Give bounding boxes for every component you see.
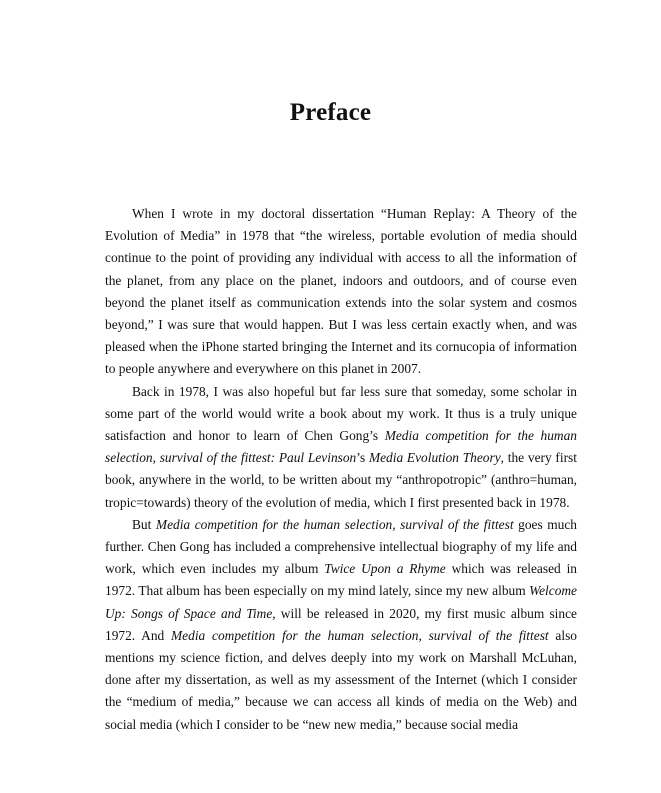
page-title: Preface	[289, 99, 372, 126]
paragraph-text: Back in 1978, I was also hopeful but far less sure that someday, some scholar in some part of the world would write a book about my work. It thus is a truly unique satisfaction and honor to learn of Chen Gong’s	[105, 383, 577, 444]
paragraph-text: ’s	[356, 450, 369, 466]
paragraph-text: , will be released in 2020, my first music album since 1972. And	[105, 605, 577, 643]
paragraph-text: But	[132, 516, 156, 532]
album-title-italic: Welcome Up: Songs of Space and Time	[105, 583, 577, 621]
paragraph-text: also mentions my science fiction, and delves deeply into my work on Marshall McLuhan, done after my dissertation, as well as my assessment of the Internet (which I consider the “medium of media,” because we can access all kinds of media on the Web) and social media (which I consider to be “new new media,” because social media	[105, 627, 577, 732]
book-title-italic: Media competition for the human selection, survival of the fittest	[155, 516, 514, 532]
paragraph-2	[105, 381, 577, 514]
paragraph-1	[105, 203, 577, 381]
paragraph-3	[105, 514, 577, 736]
preface-body	[105, 203, 577, 736]
album-title-italic: Twice Upon a Rhyme	[324, 561, 446, 577]
paragraph-text: When I wrote in my doctoral dissertation “Human Replay: A Theory of the Evolution of Media” in 1978 that “the wireless, portable evolution of media should continue to the point of providing any individual with access to all the information of the planet, from any place on the planet, indoors and outdoors, and of course even beyond the planet itself as communication extends into the solar system and cosmos beyond,” I was sure that would happen. But I was less certain exactly when, and was pleased when the iPhone started bringing the Internet and its cornucopia of information to people anywhere and everywhere on this planet in 2007.	[105, 206, 577, 377]
book-title-italic: Media competition for the human selection, survival of the fittest	[171, 627, 549, 643]
paragraph-text: , the very first book, anywhere in the world, to be written about my “anthropotropic” (anthro=human, tropic=towards) theory of the evolution of media, which I first presented back in 1978.	[105, 450, 577, 510]
paragraph-text: goes much further. Chen Gong has included a comprehensive intellectual biography of my life and work, which even includes my album	[105, 516, 577, 577]
paragraph-text: which was released in 1972. That album has been especially on my mind lately, since my new album	[105, 561, 577, 599]
book-subtitle-italic: Media Evolution Theory	[368, 450, 501, 466]
book-title-italic: Media competition for the human selection, survival of the fittest: Paul Levinson	[105, 428, 577, 466]
